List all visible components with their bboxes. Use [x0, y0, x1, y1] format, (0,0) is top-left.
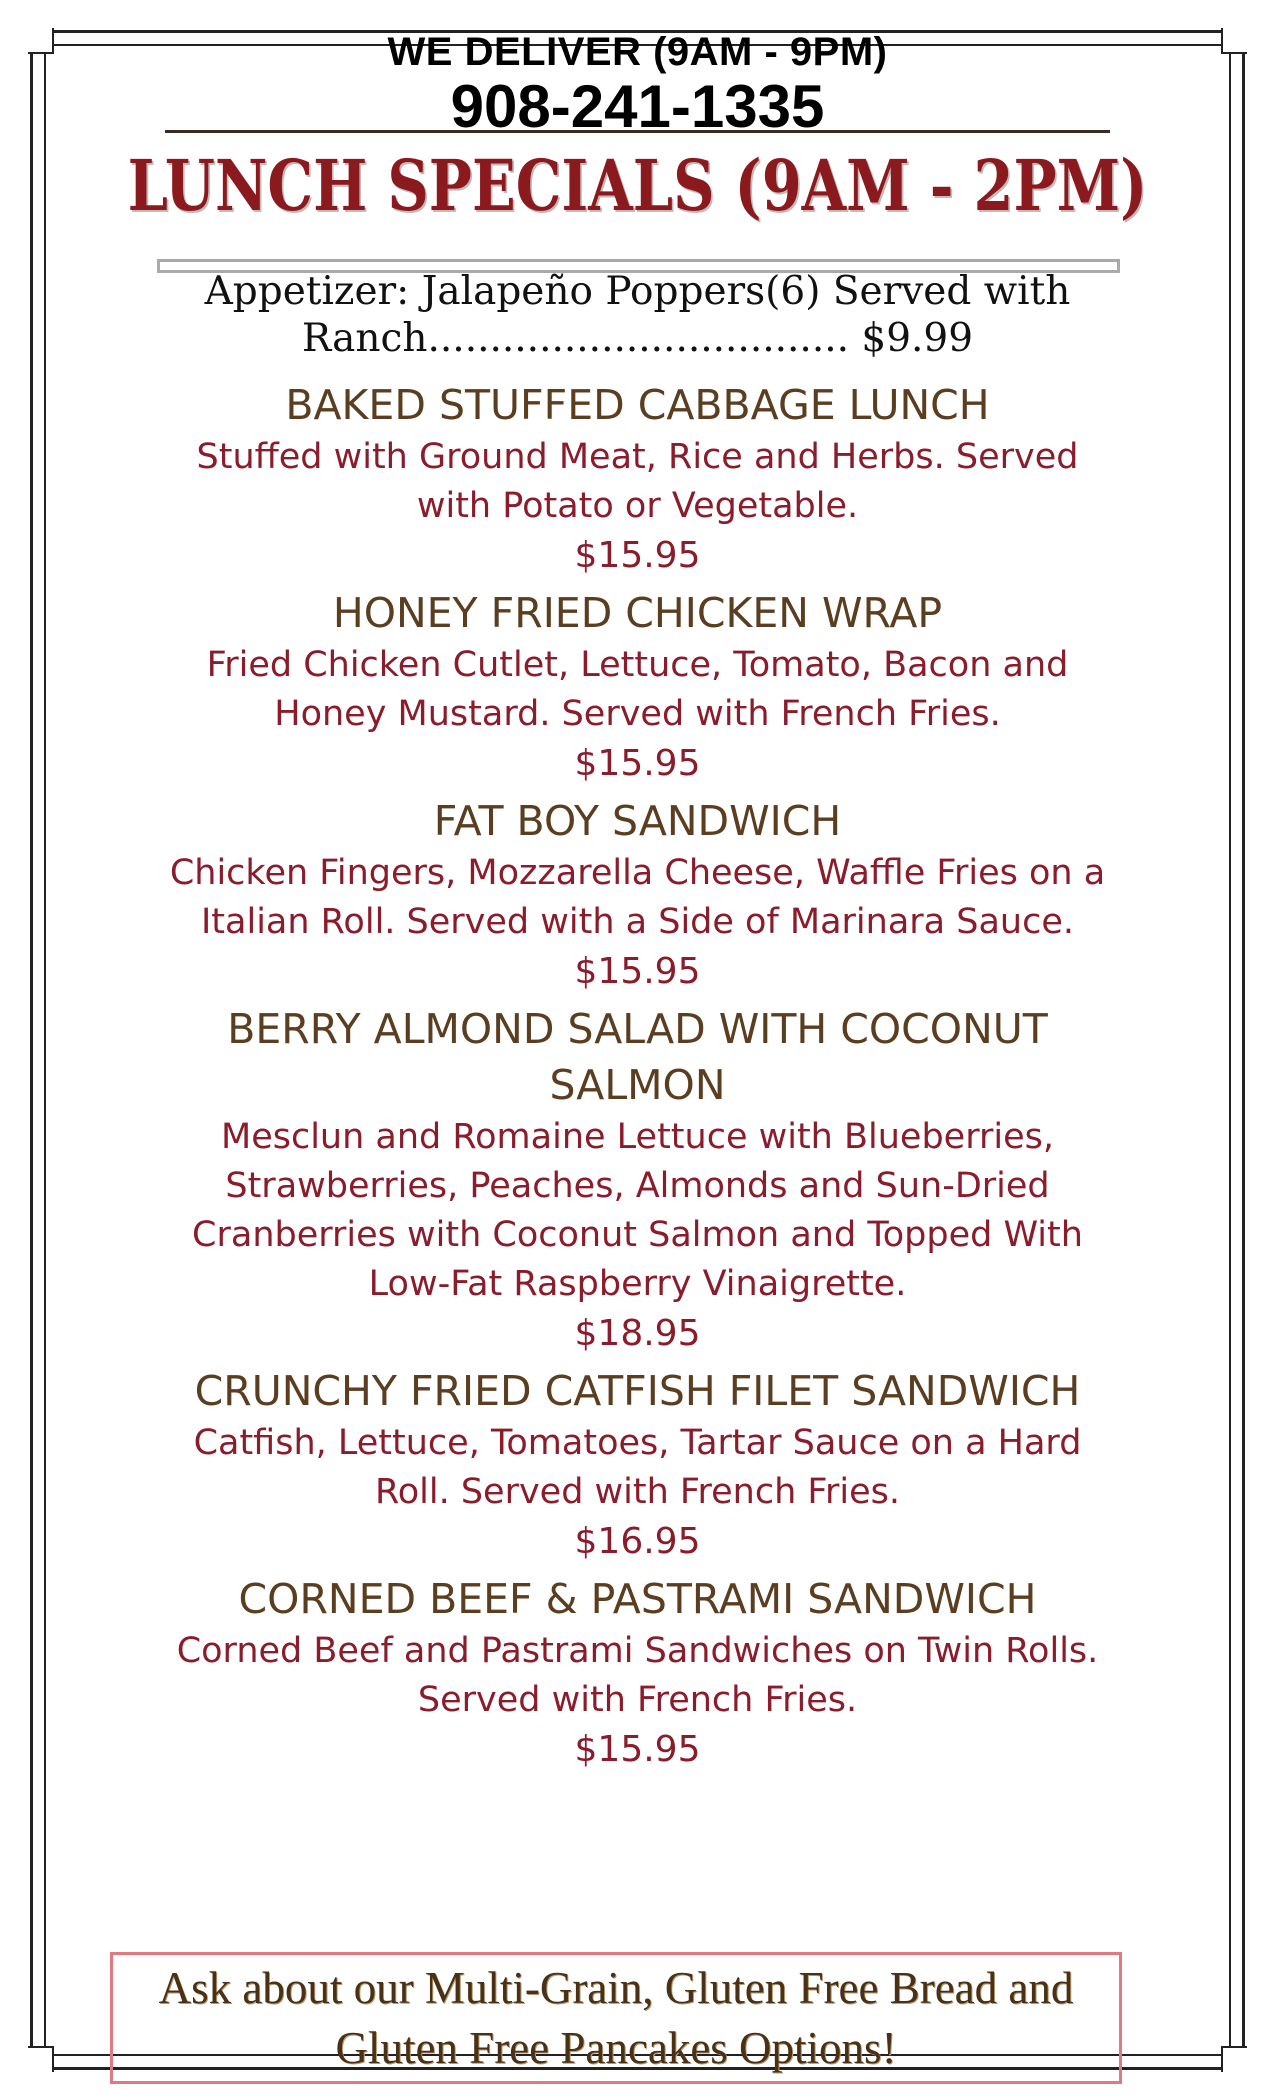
menu-item-description: Chicken Fingers, Mozzarella Cheese, Waffle Fries on a Italian Roll. Served with a Side of Marinara Sauce.: [169, 853, 1106, 942]
page-title: LUNCH SPECIALS (9AM - 2PM): [127, 144, 1148, 227]
menu-item-name: CORNED BEEF & PASTRAMI SANDWICH: [238, 1575, 1037, 1623]
menu-item: [160, 793, 1115, 997]
menu-item-price: $16.95: [574, 1521, 701, 1562]
menu-item-name: BAKED STUFFED CABBAGE LUNCH: [285, 381, 990, 429]
menu-item: [160, 377, 1115, 581]
appetizer-line: Appetizer: Jalapeño Poppers(6) Served with Ranch.................................. $9.99: [204, 269, 1071, 361]
menu-item: [160, 1001, 1115, 1359]
menu-item: [160, 1571, 1115, 1775]
menu-item-description: Stuffed with Ground Meat, Rice and Herbs. Served with Potato or Vegetable.: [196, 437, 1079, 526]
menu-item-description: Fried Chicken Cutlet, Lettuce, Tomato, Bacon and Honey Mustard. Served with French Fries.: [206, 645, 1069, 734]
menu-list: [160, 377, 1115, 1779]
frame-corner: [28, 2046, 54, 2072]
menu-item-name: CRUNCHY FRIED CATFISH FILET SANDWICH: [194, 1367, 1081, 1415]
menu-item-name: HONEY FRIED CHICKEN WRAP: [332, 589, 943, 637]
menu-item-description: Mesclun and Romaine Lettuce with Blueberries, Strawberries, Peaches, Almonds and Sun-Dried Cranberries with Coconut Salmon and Topped With Low-Fat Raspberry Vinaigrette.: [192, 1117, 1083, 1304]
menu-item-name: BERRY ALMOND SALAD WITH COCONUT SALMON: [227, 1005, 1048, 1109]
delivery-hours: WE DELIVER (9AM - 9PM): [387, 30, 888, 74]
menu-item-price: $15.95: [574, 743, 701, 784]
menu-item-price: $18.95: [574, 1313, 701, 1354]
menu-item-price: $15.95: [574, 535, 701, 576]
menu-item-description: Catfish, Lettuce, Tomatoes, Tartar Sauce on a Hard Roll. Served with French Fries.: [193, 1423, 1082, 1512]
footer-note: Ask about our Multi-Grain, Gluten Free Bread and Gluten Free Pancakes Options!: [158, 1963, 1074, 2073]
menu-item-description: Corned Beef and Pastrami Sandwiches on Twin Rolls. Served with French Fries.: [176, 1631, 1099, 1720]
frame-corner: [1221, 2046, 1247, 2072]
phone-number: 908-241-1335: [450, 73, 825, 140]
menu-item: [160, 1363, 1115, 1567]
menu-item-price: $15.95: [574, 951, 701, 992]
menu-item-price: $15.95: [574, 1729, 701, 1770]
menu-item-name: FAT BOY SANDWICH: [433, 797, 842, 845]
menu-item: [160, 585, 1115, 789]
header-divider: [165, 130, 1110, 133]
